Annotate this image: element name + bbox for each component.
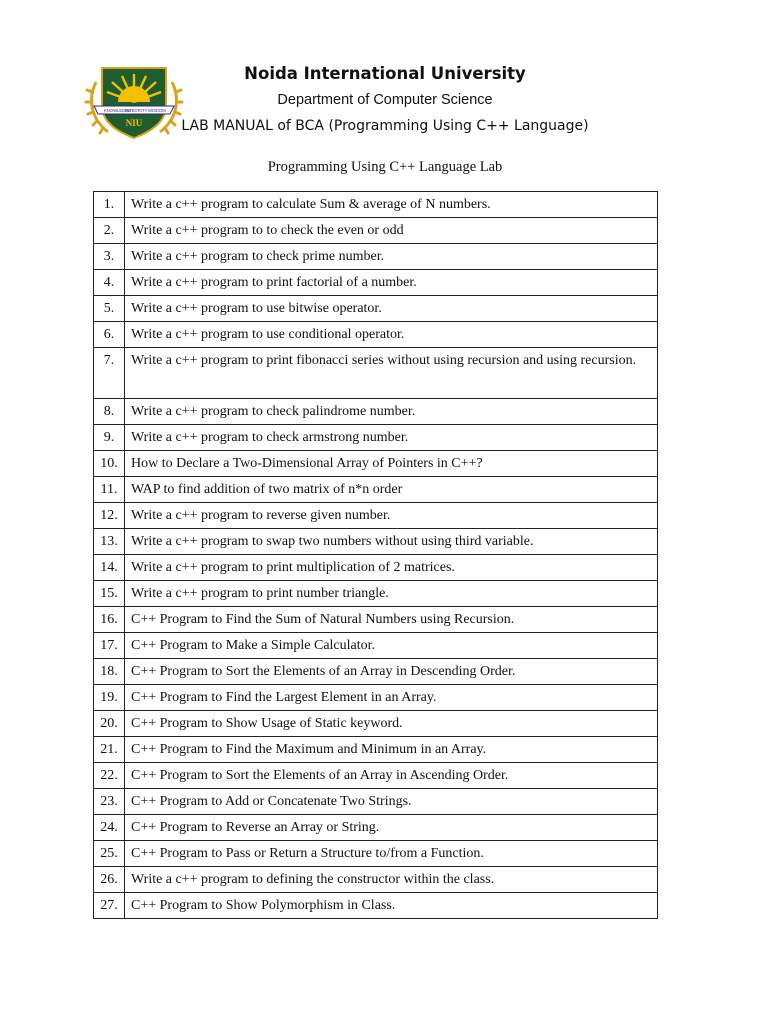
program-number: 25. <box>94 841 125 867</box>
program-task: How to Declare a Two-Dimensional Array of Pointers in C++? <box>125 451 658 477</box>
program-task: C++ Program to Show Usage of Static keyword. <box>125 711 658 737</box>
program-number: 19. <box>94 685 125 711</box>
program-number: 24. <box>94 815 125 841</box>
program-task: WAP to find addition of two matrix of n*n order <box>125 477 658 503</box>
program-task: Write a c++ program to print number triangle. <box>125 581 658 607</box>
program-task: C++ Program to Pass or Return a Structure to/from a Function. <box>125 841 658 867</box>
program-task: Write a c++ program to defining the constructor within the class. <box>125 867 658 893</box>
table-row <box>94 659 658 685</box>
table-row <box>94 399 658 425</box>
table-row <box>94 477 658 503</box>
program-task: Write a c++ program to print factorial of a number. <box>125 270 658 296</box>
crest-initials: NIU <box>125 118 143 128</box>
table-row <box>94 244 658 270</box>
program-number: 23. <box>94 789 125 815</box>
table-row <box>94 555 658 581</box>
program-number: 27. <box>94 893 125 919</box>
table-row <box>94 192 658 218</box>
program-task: Write a c++ program to swap two numbers without using third variable. <box>125 529 658 555</box>
motto-left: KNOWLEDGE <box>104 108 132 113</box>
department-name: Department of Computer Science <box>277 92 493 108</box>
program-task: Write a c++ program to to check the even or odd <box>125 218 658 244</box>
program-task: C++ Program to Reverse an Array or String. <box>125 815 658 841</box>
program-number: 2. <box>94 218 125 244</box>
table-row <box>94 685 658 711</box>
program-number: 12. <box>94 503 125 529</box>
program-number: 11. <box>94 477 125 503</box>
table-row <box>94 270 658 296</box>
program-number: 13. <box>94 529 125 555</box>
program-number: 20. <box>94 711 125 737</box>
table-row <box>94 607 658 633</box>
program-number: 7. <box>94 348 125 399</box>
table-row <box>94 348 658 399</box>
program-number: 17. <box>94 633 125 659</box>
table-row <box>94 893 658 919</box>
program-task: C++ Program to Show Polymorphism in Class. <box>125 893 658 919</box>
program-task: C++ Program to Find the Sum of Natural Numbers using Recursion. <box>125 607 658 633</box>
program-number: 9. <box>94 425 125 451</box>
program-task: Write a c++ program to calculate Sum & average of N numbers. <box>125 192 658 218</box>
program-list-table <box>93 191 658 919</box>
program-number: 14. <box>94 555 125 581</box>
program-number: 10. <box>94 451 125 477</box>
program-number: 22. <box>94 763 125 789</box>
program-number: 1. <box>94 192 125 218</box>
program-task: Write a c++ program to print fibonacci series without using recursion and using recursion. <box>125 348 658 399</box>
university-name: Noida International University <box>244 64 526 83</box>
program-number: 3. <box>94 244 125 270</box>
table-row <box>94 763 658 789</box>
table-row <box>94 451 658 477</box>
program-number: 6. <box>94 322 125 348</box>
program-number: 4. <box>94 270 125 296</box>
program-number: 21. <box>94 737 125 763</box>
table-row <box>94 529 658 555</box>
program-task: Write a c++ program to use conditional operator. <box>125 322 658 348</box>
table-row <box>94 867 658 893</box>
program-task: C++ Program to Find the Maximum and Minimum in an Array. <box>125 737 658 763</box>
table-row <box>94 322 658 348</box>
program-task: C++ Program to Sort the Elements of an Array in Descending Order. <box>125 659 658 685</box>
table-row <box>94 581 658 607</box>
program-task: Write a c++ program to check armstrong number. <box>125 425 658 451</box>
program-task: Write a c++ program to print multiplication of 2 matrices. <box>125 555 658 581</box>
program-number: 8. <box>94 399 125 425</box>
table-row <box>94 218 658 244</box>
program-task: Write a c++ program to check palindrome number. <box>125 399 658 425</box>
table-row <box>94 789 658 815</box>
table-row <box>94 841 658 867</box>
program-number: 5. <box>94 296 125 322</box>
program-number: 15. <box>94 581 125 607</box>
program-number: 26. <box>94 867 125 893</box>
table-row <box>94 503 658 529</box>
program-task: C++ Program to Find the Largest Element in an Array. <box>125 685 658 711</box>
table-row <box>94 711 658 737</box>
table-row <box>94 815 658 841</box>
table-row <box>94 737 658 763</box>
table-row <box>94 296 658 322</box>
program-task: Write a c++ program to use bitwise operator. <box>125 296 658 322</box>
lab-title: Programming Using C++ Language Lab <box>267 159 503 175</box>
program-task: Write a c++ program to check prime number. <box>125 244 658 270</box>
motto-center: INTEGRITY <box>125 108 148 113</box>
table-row <box>94 425 658 451</box>
manual-title: LAB MANUAL of BCA (Programming Using C++ Language) <box>181 118 589 134</box>
program-task: C++ Program to Make a Simple Calculator. <box>125 633 658 659</box>
program-number: 16. <box>94 607 125 633</box>
program-task: C++ Program to Add or Concatenate Two Strings. <box>125 789 658 815</box>
program-number: 18. <box>94 659 125 685</box>
table-row <box>94 633 658 659</box>
motto-right: WISDOM <box>148 108 166 113</box>
program-task: Write a c++ program to reverse given number. <box>125 503 658 529</box>
program-task: C++ Program to Sort the Elements of an Array in Ascending Order. <box>125 763 658 789</box>
